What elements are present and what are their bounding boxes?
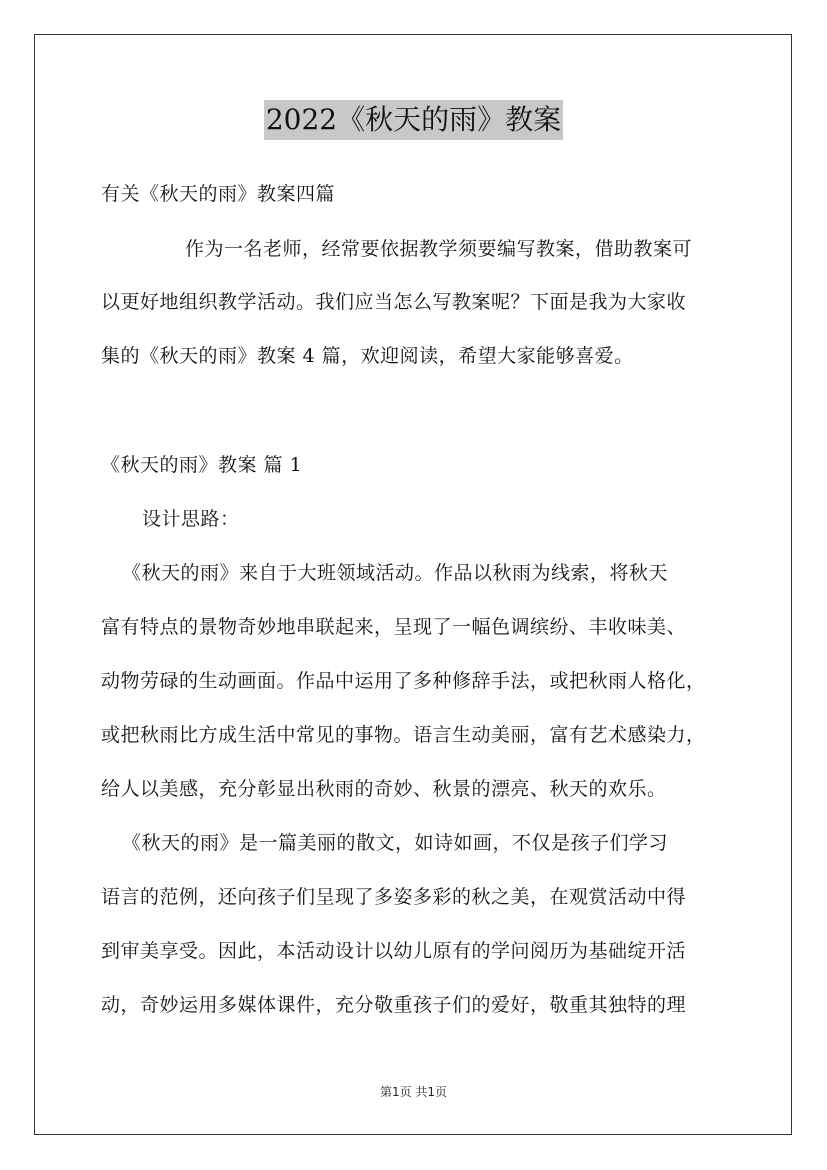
paragraph-line: 动物劳碌的生动画面。作品中运用了多种修辞手法，或把秋雨人格化， (101, 670, 706, 692)
paragraph-line: 《秋天的雨》来自于大班领域活动。作品以秋雨为线索，将秋天 (122, 562, 669, 584)
title-container (0, 100, 827, 140)
document-title: 2022《秋天的雨》教案 (264, 100, 563, 140)
paragraph-line: 语言的范例，还向孩子们呈现了多姿多彩的秋之美，在观赏活动中得 (101, 886, 687, 908)
paragraph-line: 《秋天的雨》是一篇美丽的散文，如诗如画，不仅是孩子们学习 (122, 832, 669, 854)
paragraph-line: 或把秋雨比方成生活中常见的事物。语言生动美丽，富有艺术感染力， (101, 724, 706, 746)
section-heading: 《秋天的雨》教案 篇 1 (101, 454, 303, 476)
intro-line: 作为一名老师，经常要依据教学须要编写教案，借助教案可 (185, 238, 693, 260)
paragraph-line: 动，奇妙运用多媒体课件，充分敬重孩子们的爱好，敬重其独特的理 (101, 994, 687, 1016)
paragraph-line: 富有特点的景物奇妙地串联起来，呈现了一幅色调缤纷、丰收味美、 (101, 616, 687, 638)
document-subtitle: 有关《秋天的雨》教案四篇 (101, 183, 336, 205)
paragraph-line: 给人以美感，充分彰显出秋雨的奇妙、秋景的漂亮、秋天的欢乐。 (101, 778, 667, 800)
intro-line: 以更好地组织教学活动。我们应当怎么写教案呢？下面是我为大家收 (101, 291, 687, 313)
design-label: 设计思路： (142, 508, 240, 530)
intro-line: 集的《秋天的雨》教案 4 篇，欢迎阅读，希望大家能够喜爱。 (101, 345, 634, 367)
page-footer: 第1页 共1页 (379, 1085, 448, 1099)
paragraph-line: 到审美享受。因此，本活动设计以幼儿原有的学问阅历为基础绽开活 (101, 940, 687, 962)
